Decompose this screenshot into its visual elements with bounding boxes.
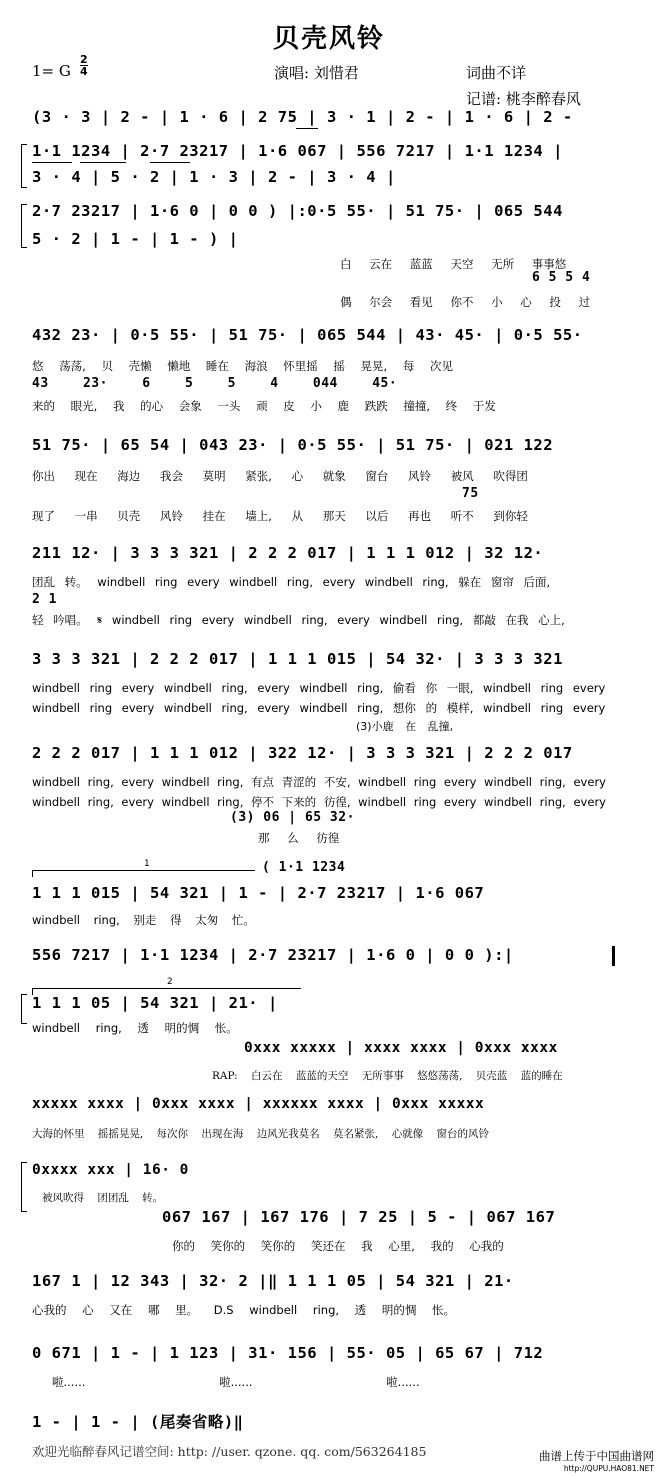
notes-line: 3 3 3 321 | 2 2 2 017 | 1 1 1 015 | 54 32· | 3 3 3 321 (32, 650, 563, 668)
notes-line: 1 1 1 015 | 54 321 | 1 - | 2·7 23217 | 1·6 067 (32, 884, 485, 902)
notes-alt: (3) 06 | 65 32· (230, 810, 355, 825)
beam (296, 128, 318, 129)
notes-line: 556 7217 | 1·1 1234 | 2·7 23217 | 1·6 0 | 0 0 ):| (32, 946, 514, 964)
lyric-verse-1: windbell ring, 别走 得 太匆 忙。 (32, 913, 255, 927)
volta-bracket-2: 2 (32, 988, 301, 995)
lyric-verse-2: 轻 吟唱。 𝄋 windbell ring every windbell ring, every windbell ring, 都敲 在我 心上, (32, 613, 565, 627)
beam (80, 162, 126, 163)
lyric-verse-3: 那 么 彷徨 (258, 831, 340, 845)
notes-alt: 2 1 (32, 592, 57, 607)
system-bracket (21, 144, 27, 188)
notes-alt: 6 5 5 4 (532, 270, 591, 285)
site-credit: 曲谱上传于中国曲谱网 (539, 1449, 654, 1463)
footer-text: 欢迎光临醉春风记谱空间: http: //user. qzone. qq. com/563264185 (32, 1444, 427, 1459)
lyric-verse-1: 你的 笑你的 笑你的 笑还在 我 心里, 我的 心我的 (172, 1239, 504, 1253)
system-bracket (21, 1162, 27, 1212)
notes-alt: 75 (462, 486, 479, 501)
rap-lyric: 被风吹得 团团乱 转。 (42, 1192, 164, 1204)
notes-line: 1 - | 1 - | (尾奏省略)‖ (32, 1413, 244, 1431)
lyric-verse-2: 来的 眼光, 我 的心 会象 一头 顽 皮 小 鹿 跌跌 撞撞, 终 于发 (32, 399, 496, 413)
system-bracket (21, 994, 27, 1024)
beam (32, 162, 72, 163)
rap-rhythm-line: 0xxx xxxxx | xxxx xxxx | 0xxx xxxx (244, 1040, 558, 1056)
system-bracket (21, 204, 27, 248)
notes-line: (3 · 3 | 2 - | 1 · 6 | 2 75 | 3 · 1 | 2 - | 1 · 6 | 2 - (32, 108, 573, 126)
time-signature: 2 4 (80, 53, 88, 78)
beam (150, 162, 190, 163)
notes-line: 211 12· | 3 3 3 321 | 2 2 2 017 | 1 1 1 012 | 32 12· (32, 544, 544, 562)
notes-line: 1·1 1234 | 2·7 23217 | 1·6 067 | 556 7217 | 1·1 1234 | (32, 142, 563, 160)
notes-line: 067 167 | 167 176 | 7 25 | 5 - | 067 167 (162, 1208, 556, 1226)
key-signature: 1= G (32, 62, 71, 80)
composer-credit: 词曲不详 (466, 64, 527, 82)
notes-line: 51 75· | 65 54 | 043 23· | 0·5 55· | 51 75· | 021 122 (32, 436, 554, 454)
site-url: http://QUPU.HAO81.NET (563, 1464, 654, 1473)
notes-line: 5 · 2 | 1 - | 1 - ) | (32, 230, 239, 248)
rap-lyric: 大海的怀里 摇摇晃晃, 每次你 出现在海 边风光我莫名 莫名紧张, 心就像 窗台的风铃 (32, 1128, 490, 1140)
lyric-verse-2: windbell ring every windbell ring, every windbell ring, 想你 的 模样, windbell ring every (32, 701, 606, 715)
rap-rhythm-line: xxxxx xxxx | 0xxx xxxx | xxxxxx xxxx | 0xxx xxxxx (32, 1096, 485, 1112)
lyric-verse-1: 团乱 转。 windbell ring every windbell ring, every windbell ring, 躲在 窗帘 后面, (32, 575, 551, 589)
lyric-verse-1: 啦...... 啦...... 啦...... (52, 1375, 420, 1389)
lyric-verse-1: 你出 现在 海边 我会 莫明 紧张, 心 就象 窗台 风铃 被风 吹得团 (32, 469, 528, 483)
lyric-verse-1: 白 云在 蓝蓝 天空 无所 事事悠 (340, 257, 567, 271)
singer-credit: 演唱: 刘惜君 (274, 64, 359, 82)
lyric-verse-1: 心我的 心 又在 哪 里。 D.S windbell ring, 透 明的惆 怅。 (32, 1303, 455, 1317)
volta-bracket-1: 1 (32, 870, 255, 877)
lyric-verse-2: 现了 一串 贝壳 风铃 挂在 墙上, 从 那天 以后 再也 听不 到你轻 (32, 509, 528, 523)
notes-line: 2·7 23217 | 1·6 0 | 0 0 ) |:0·5 55· | 51 75· | 065 544 (32, 202, 563, 220)
notes-line: 1 1 1 05 | 54 321 | 21· | (32, 994, 278, 1012)
lyric-verse-2: 偶 尔会 看见 你不 小 心 投 过 (340, 295, 591, 309)
notes-line: 432 23· | 0·5 55· | 51 75· | 065 544 | 43· 45· | 0·5 55· (32, 326, 583, 344)
lyric-verse-1: windbell ring, every windbell ring, 有点 青涩的 不安, windbell ring every windbell ring, every (32, 775, 606, 789)
lyric-verse-1: 悠 荡荡, 贝 壳懒 懒地 睡在 海浪 怀里摇 摇 晃晃, 每 次见 (32, 359, 454, 373)
notes-line: 2 2 2 017 | 1 1 1 012 | 322 12· | 3 3 3 321 | 2 2 2 017 (32, 744, 573, 762)
rap-lyric: RAP: 白云在 蓝蓝的天空 无所事事 悠悠荡荡, 贝壳蓝 蓝的睡在 (212, 1070, 563, 1082)
lyric-verse-3: (3)小鹿 在 乱撞, (356, 720, 454, 733)
lyric-verse-2: windbell ring, every windbell ring, 停不 下来的 彷徨, windbell ring every windbell ring, every (32, 795, 606, 809)
repeat-end-bar (612, 946, 615, 966)
notes-alt: 43 23· 6 5 5 4 044 45· (32, 376, 398, 391)
page-title: 贝壳风铃 (272, 24, 385, 54)
lyric-verse-1: windbell ring every windbell ring, every windbell ring, 偷看 你 一眼, windbell ring every (32, 681, 606, 695)
notes-line: 3 · 4 | 5 · 2 | 1 · 3 | 2 - | 3 · 4 | (32, 168, 396, 186)
transcriber-credit: 记谱: 桃李醉春风 (466, 90, 581, 108)
lyric-verse-1: windbell ring, 透 明的惆 怅。 (32, 1021, 238, 1035)
notes-line: 0 671 | 1 - | 1 123 | 31· 156 | 55· 05 | 65 67 | 712 (32, 1344, 544, 1362)
rap-rhythm-line: 0xxxx xxx | 16· 0 (32, 1162, 189, 1178)
notes-alt: ( 1·1 1234 (262, 860, 346, 875)
notes-line: 167 1 | 12 343 | 32· 2 |‖ 1 1 1 05 | 54 321 | 21· (32, 1272, 514, 1290)
